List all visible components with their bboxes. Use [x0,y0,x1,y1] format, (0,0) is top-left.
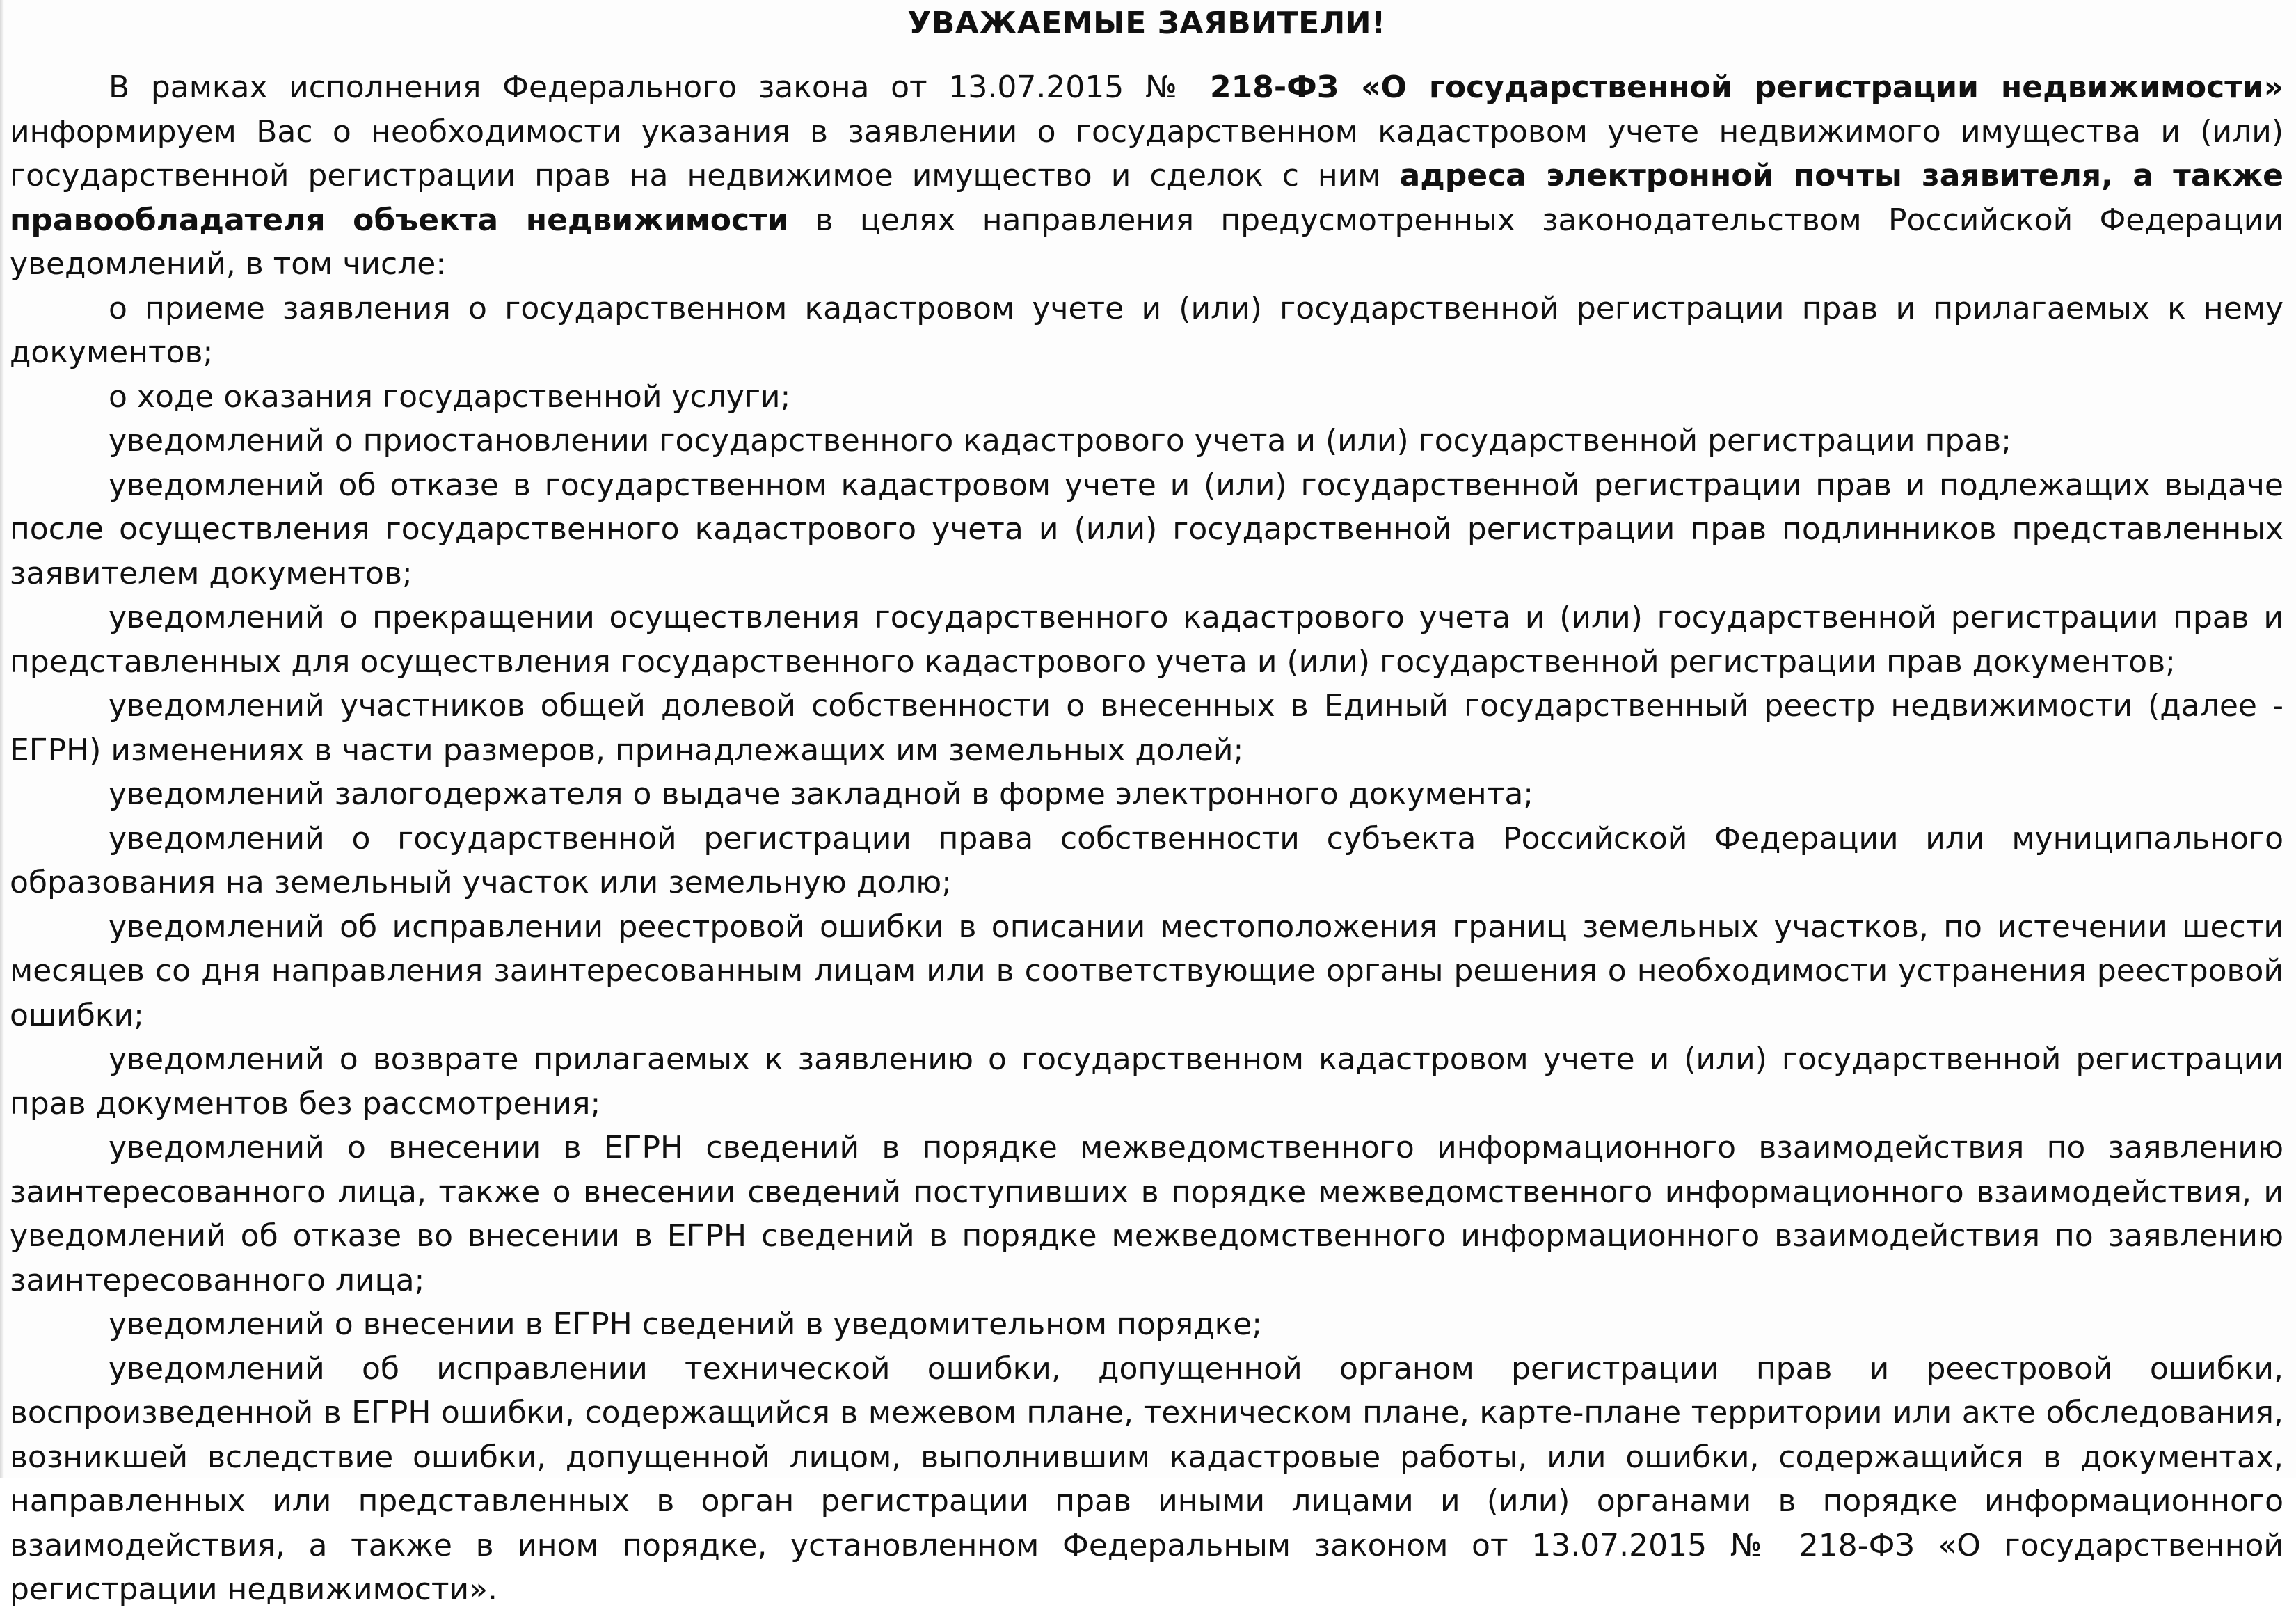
list-item: уведомлений об исправлении технической ошибки, допущенной органом регистрации прав и реестровой ошибки, воспроизведенной в ЕГРН ошибки, содержащийся в межевом плане, техническом плане, карте-плане территории или акте обследования, возникшей вследствие ошибки, допущенной лицом, выполнившим кадастровые работы, или ошибки, содержащийся в документах, направленных или представленных в орган регистрации прав иными лицами и (или) органами в порядке информационного взаимодействия, а также в ином порядке, установленном Федеральным законом от 13.07.2015 № 218-ФЗ «О государственной регистрации недвижимости». [10,1350,2283,1607]
list-item: уведомлений о приостановлении государственного кадастрового учета и (или) государственной регистрации прав; [109,423,2012,458]
list-item: уведомлений о внесении в ЕГРН сведений в уведомительном порядке; [109,1307,1263,1342]
list-item: уведомлений залогодержателя о выдаче закладной в форме электронного документа; [109,776,1534,812]
law-name-bold: 218-ФЗ «О государственной регистрации недвижимости» [1210,70,2283,105]
document-body [10,0,2283,1612]
intro-paragraph [10,65,2283,287]
list-item: уведомлений о государственной регистрации права собственности субъекта Российской Федерации или муниципального образования на земельный участок или земельную долю; [10,820,2283,900]
list-item: уведомлений об отказе в государственном кадастровом учете и (или) государственной регистрации прав и подлежащих выдаче после осуществления государственного кадастрового учета и (или) государственной регистрации прав подлинников представленных заявителем документов; [10,467,2283,591]
list-item: уведомлений об исправлении реестровой ошибки в описании местоположения границ земельных участков, по истечении шести месяцев со дня направления заинтересованным лицам или в соответствующие органы решения о необходимости устранения реестровой ошибки; [10,909,2283,1033]
list-item: уведомлений участников общей долевой собственности о внесенных в Единый государственный реестр недвижимости (далее - ЕГРН) изменениях в части размеров, принадлежащих им земельных долей; [10,688,2283,768]
list-item: о приеме заявления о государственном кадастровом учете и (или) государственной регистрации прав и прилагаемых к нему документов; [10,290,2283,370]
list-item: уведомлений о возврате прилагаемых к заявлению о государственном кадастровом учете и (или) государственной регистрации прав документов без рассмотрения; [10,1042,2283,1122]
intro-text-3: в целях направления предусмотренных законодательством Российской Федерации уведомлений, в том числе: [10,202,2283,282]
list-item: уведомлений о прекращении осуществления государственного кадастрового учета и (или) государственной регистрации прав и представленных для осуществления государственного кадастрового учета и (или) государственной регистрации прав документов; [10,600,2283,680]
list-item: о ходе оказания государственной услуги; [109,378,791,415]
scan-edge-shadow [0,0,4,1478]
intro-text-2: информируем Вас о необходимости указания в заявлении о государственном кадастровом учете недвижимого имущества и (или) государственной регистрации прав на недвижимое имущество и сделок с ним [10,113,2283,193]
email-requirement-bold: адреса электронной почты заявителя, а также правообладателя объекта недвижимости [10,158,2283,238]
list-item: уведомлений о внесении в ЕГРН сведений в порядке межведомственного информационного взаимодействия по заявлению заинтересованного лица, также о внесении сведений поступивших в порядке межведомственного информационного взаимодействия, и уведомлений об отказе во внесении в ЕГРН сведений в порядке межведомственного информационного взаимодействия по заявлению заинтересованного лица; [10,1130,2283,1298]
intro-text-1: В рамках исполнения Федерального закона от 13.07.2015 № [109,70,1211,105]
page-title: УВАЖАЕМЫЕ ЗАЯВИТЕЛИ! [907,6,1386,41]
